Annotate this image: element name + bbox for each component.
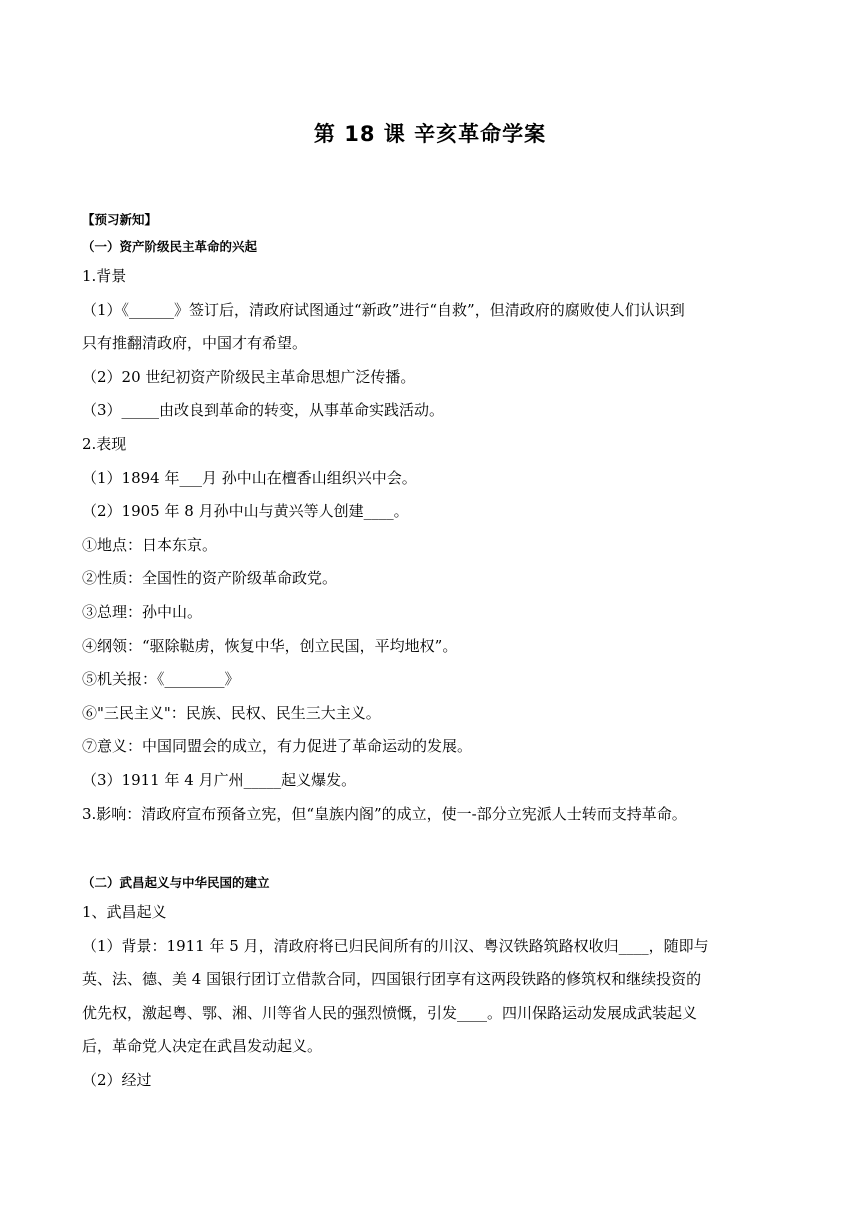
text-line: 只有推翻清政府，中国才有希望。 — [82, 334, 308, 353]
preview-heading: 【预习新知】 — [82, 212, 158, 227]
text-line: （2）20 世纪初资产阶级民主革命思想广泛传播。 — [82, 367, 416, 386]
text-line: ②性质：全国性的资产阶级革命政党。 — [82, 569, 338, 588]
text-line: 3.影响：清政府宣布预备立宪，但“皇族内阁”的成立，使一-部分立宪派人士转而支持革命。 — [82, 804, 687, 823]
text-line: ③总理：孙中山。 — [82, 602, 203, 621]
text-line: ①地点：日本东京。 — [82, 535, 218, 554]
text-line: （1）《______》签订后，清政府试图通过“新政”进行“自救”，但清政府的腐败使人们认识到 — [82, 300, 685, 319]
text-line: ⑥"三民主义"：民族、民权、民生三大主义。 — [82, 703, 381, 722]
text-line: ⑦意义：中国同盟会的成立，有力促进了革命运动的发展。 — [82, 737, 473, 756]
text-line: ④纲领：“驱除鞑虏，恢复中华，创立民国，平均地权”。 — [82, 636, 458, 655]
section-2-body — [82, 896, 782, 1098]
text-line: （1）背景：1911 年 5 月，清政府将已归民间所有的川汉、粤汉铁路筑路权收归____，随即与 — [82, 936, 709, 955]
text-line: （2）1905 年 8 月孙中山与黄兴等人创建____。 — [82, 502, 409, 521]
text-line: ⑤机关报：《________》 — [82, 670, 240, 689]
text-line: 1、武昌起义 — [82, 903, 167, 922]
text-line: 优先权，激起粤、鄂、湘、川等省人民的强烈愤慨，引发____。四川保路运动发展成武装起义 — [82, 1003, 698, 1022]
text-line: 1.背景 — [82, 267, 127, 285]
page-title: 第 18 课 辛亥革命学案 — [313, 122, 547, 146]
text-line: 英、法、德、美 4 国银行团订立借款合同，四国银行团享有这两段铁路的修筑权和继续投资的 — [82, 970, 702, 989]
text-line: （1）1894 年___月 孙中山在檀香山组织兴中会。 — [82, 468, 417, 487]
text-line: （3）_____由改良到革命的转变，从事革命实践活动。 — [82, 401, 445, 420]
section-2-heading: （二）武昌起义与中华民国的建立 — [82, 875, 270, 891]
text-line: （3）1911 年 4 月广州_____起义爆发。 — [82, 770, 357, 789]
text-line: 2.表现 — [82, 434, 127, 453]
text-line: 后，革命党人决定在武昌发动起义。 — [82, 1037, 323, 1056]
document-body — [82, 206, 782, 1098]
text-line: （2）经过 — [82, 1071, 152, 1090]
section-spacer — [82, 831, 782, 869]
section-1-heading: （一）资产阶级民主革命的兴起 — [82, 239, 258, 254]
section-1-body — [82, 260, 782, 831]
